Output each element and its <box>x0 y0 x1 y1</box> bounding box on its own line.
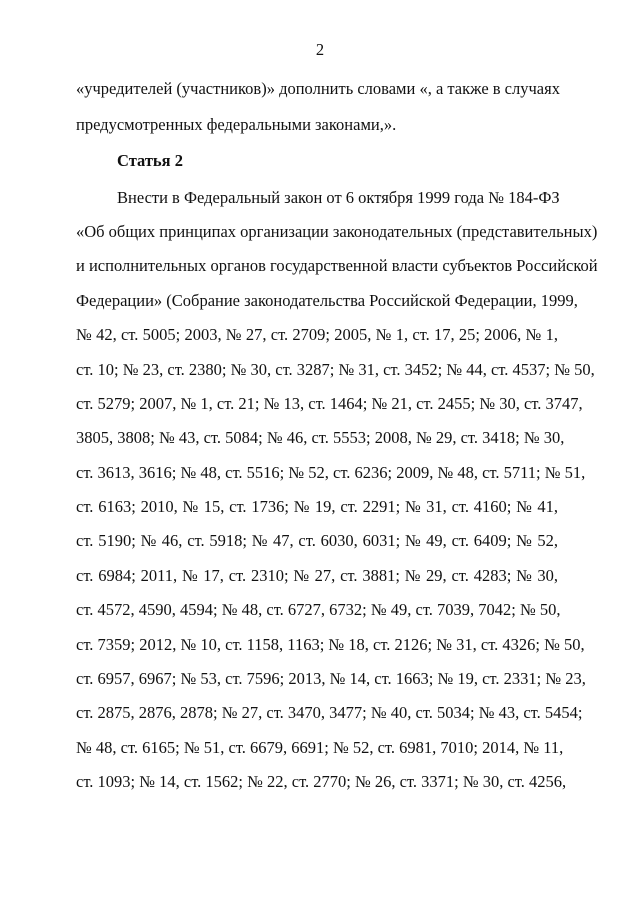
page-number: 2 <box>315 40 325 59</box>
text-line-6: Федерации» (Собрание законодательства Российской Федерации, 1999, <box>76 291 578 310</box>
text-line-8: ст. 10; № 23, ст. 2380; № 30, ст. 3287; № 31, ст. 3452; № 44, ст. 4537; № 50, <box>76 360 595 379</box>
text-line-1: «учредителей (участников)» дополнить словами «, а также в случаях <box>76 79 560 98</box>
text-line-2: предусмотренных федеральными законами,». <box>76 115 397 134</box>
text-line-10: 3805, 3808; № 43, ст. 5084; № 46, ст. 5553; 2008, № 29, ст. 3418; № 30, <box>76 428 565 447</box>
text-line-3: Внести в Федеральный закон от 6 октября 1999 года № 184-ФЗ <box>117 188 560 207</box>
text-line-9: ст. 5279; 2007, № 1, ст. 21; № 13, ст. 1464; № 21, ст. 2455; № 30, ст. 3747, <box>76 394 583 413</box>
text-line-19: № 48, ст. 6165; № 51, ст. 6679, 6691; № 52, ст. 6981, 7010; 2014, № 11, <box>76 738 564 757</box>
text-line-20: ст. 1093; № 14, ст. 1562; № 22, ст. 2770; № 26, ст. 3371; № 30, ст. 4256, <box>76 772 567 791</box>
text-line-15: ст. 4572, 4590, 4594; № 48, ст. 6727, 6732; № 49, ст. 7039, 7042; № 50, <box>76 600 561 619</box>
text-line-18: ст. 2875, 2876, 2878; № 27, ст. 3470, 3477; № 40, ст. 5034; № 43, ст. 5454; <box>76 703 583 722</box>
text-line-14: ст. 6984; 2011, № 17, ст. 2310; № 27, ст. 3881; № 29, ст. 4283; № 30, <box>76 566 558 585</box>
text-line-11: ст. 3613, 3616; № 48, ст. 5516; № 52, ст. 6236; 2009, № 48, ст. 5711; № 51, <box>76 463 586 482</box>
text-line-16: ст. 7359; 2012, № 10, ст. 1158, 1163; № 18, ст. 2126; № 31, ст. 4326; № 50, <box>76 635 585 654</box>
text-line-13: ст. 5190; № 46, ст. 5918; № 47, ст. 6030, 6031; № 49, ст. 6409; № 52, <box>76 531 558 550</box>
text-line-5: и исполнительных органов государственной власти субъектов Российской <box>76 256 598 275</box>
text-line-7: № 42, ст. 5005; 2003, № 27, ст. 2709; 2005, № 1, ст. 17, 25; 2006, № 1, <box>76 325 558 344</box>
article-heading: Статья 2 <box>117 151 183 170</box>
text-line-17: ст. 6957, 6967; № 53, ст. 7596; 2013, № 14, ст. 1663; № 19, ст. 2331; № 23, <box>76 669 586 688</box>
text-line-12: ст. 6163; 2010, № 15, ст. 1736; № 19, ст. 2291; № 31, ст. 4160; № 41, <box>76 497 558 516</box>
text-line-4: «Об общих принципах организации законодательных (представительных) <box>76 222 598 241</box>
